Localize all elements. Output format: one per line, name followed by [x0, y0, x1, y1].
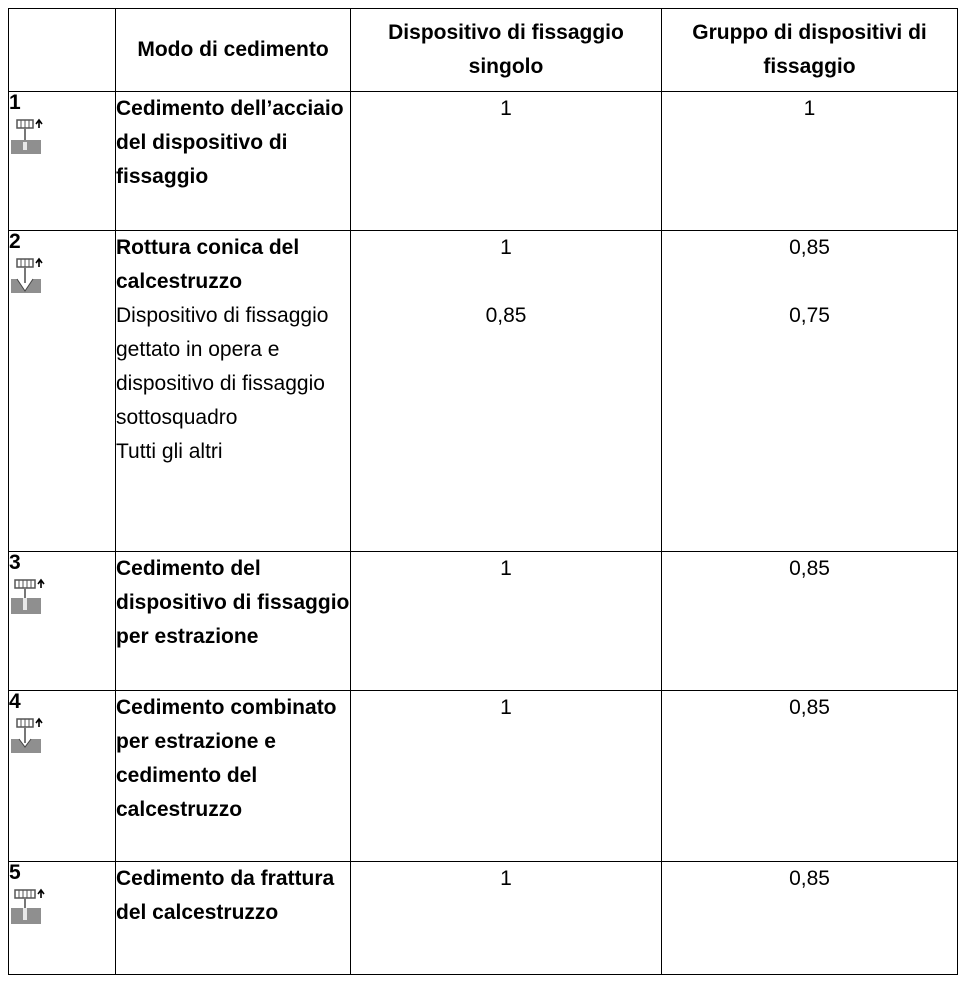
- failure-mode-title: Cedimento da frattura del calcestruzzo: [116, 867, 335, 924]
- table-row: [9, 691, 958, 862]
- table-row: [9, 862, 958, 975]
- anchor-group-value: 0,85: [662, 691, 958, 862]
- failure-mode-cell: [116, 862, 351, 975]
- single-anchor-value: 1 0,85: [351, 231, 662, 552]
- row-index-cell: [9, 552, 116, 691]
- single-anchor-value: 1: [351, 691, 662, 862]
- row-number: 2: [9, 230, 21, 253]
- single-anchor-value: 1: [351, 862, 662, 975]
- failure-mode-note: Tutti gli altri: [116, 440, 223, 463]
- header-single-anchor: Dispositivo di fissaggio singolo: [351, 9, 662, 92]
- header-failure-mode: Modo di cedimento: [116, 9, 351, 92]
- row-number: 1: [9, 91, 21, 114]
- row-index-cell: [9, 691, 116, 862]
- table-row: [9, 231, 958, 552]
- combined-pull-out-concrete-failure-icon: [9, 717, 53, 757]
- failure-mode-cell: [116, 691, 351, 862]
- anchor-group-value: 0,85: [662, 552, 958, 691]
- concrete-cone-failure-icon: [9, 257, 53, 297]
- failure-mode-note: Dispositivo di fissaggio gettato in opera e dispositivo di fissaggio sottosquadro: [116, 304, 329, 429]
- row-index-cell: [9, 862, 116, 975]
- single-anchor-value: 1: [351, 552, 662, 691]
- table-row: [9, 92, 958, 231]
- row-index-cell: [9, 92, 116, 231]
- row-number: 5: [9, 861, 21, 884]
- row-number: 4: [9, 690, 21, 713]
- failure-mode-title: Rottura conica del calcestruzzo: [116, 236, 300, 293]
- failure-mode-cell: [116, 92, 351, 231]
- concrete-splitting-failure-icon: [9, 888, 53, 928]
- table-row: [9, 552, 958, 691]
- anchor-group-value: 0,85 0,75: [662, 231, 958, 552]
- anchor-steel-failure-icon: [9, 118, 53, 158]
- single-anchor-value: 1: [351, 92, 662, 231]
- header-anchor-group: Gruppo di dispositivi di fissaggio: [662, 9, 958, 92]
- header-index: [9, 9, 116, 92]
- row-number: 3: [9, 551, 21, 574]
- anchor-group-value: 0,85: [662, 862, 958, 975]
- anchor-group-value: 1: [662, 92, 958, 231]
- failure-mode-cell: [116, 552, 351, 691]
- row-index-cell: [9, 231, 116, 552]
- header-row: [9, 9, 958, 92]
- failure-mode-table: [8, 8, 958, 975]
- failure-mode-title: Cedimento combinato per estrazione e cedimento del calcestruzzo: [116, 696, 337, 821]
- pull-out-failure-icon: [9, 578, 53, 618]
- failure-mode-title: Cedimento dell’acciaio del dispositivo di fissaggio: [116, 97, 344, 188]
- failure-mode-title: Cedimento del dispositivo di fissaggio per estrazione: [116, 557, 350, 648]
- failure-mode-cell: [116, 231, 351, 552]
